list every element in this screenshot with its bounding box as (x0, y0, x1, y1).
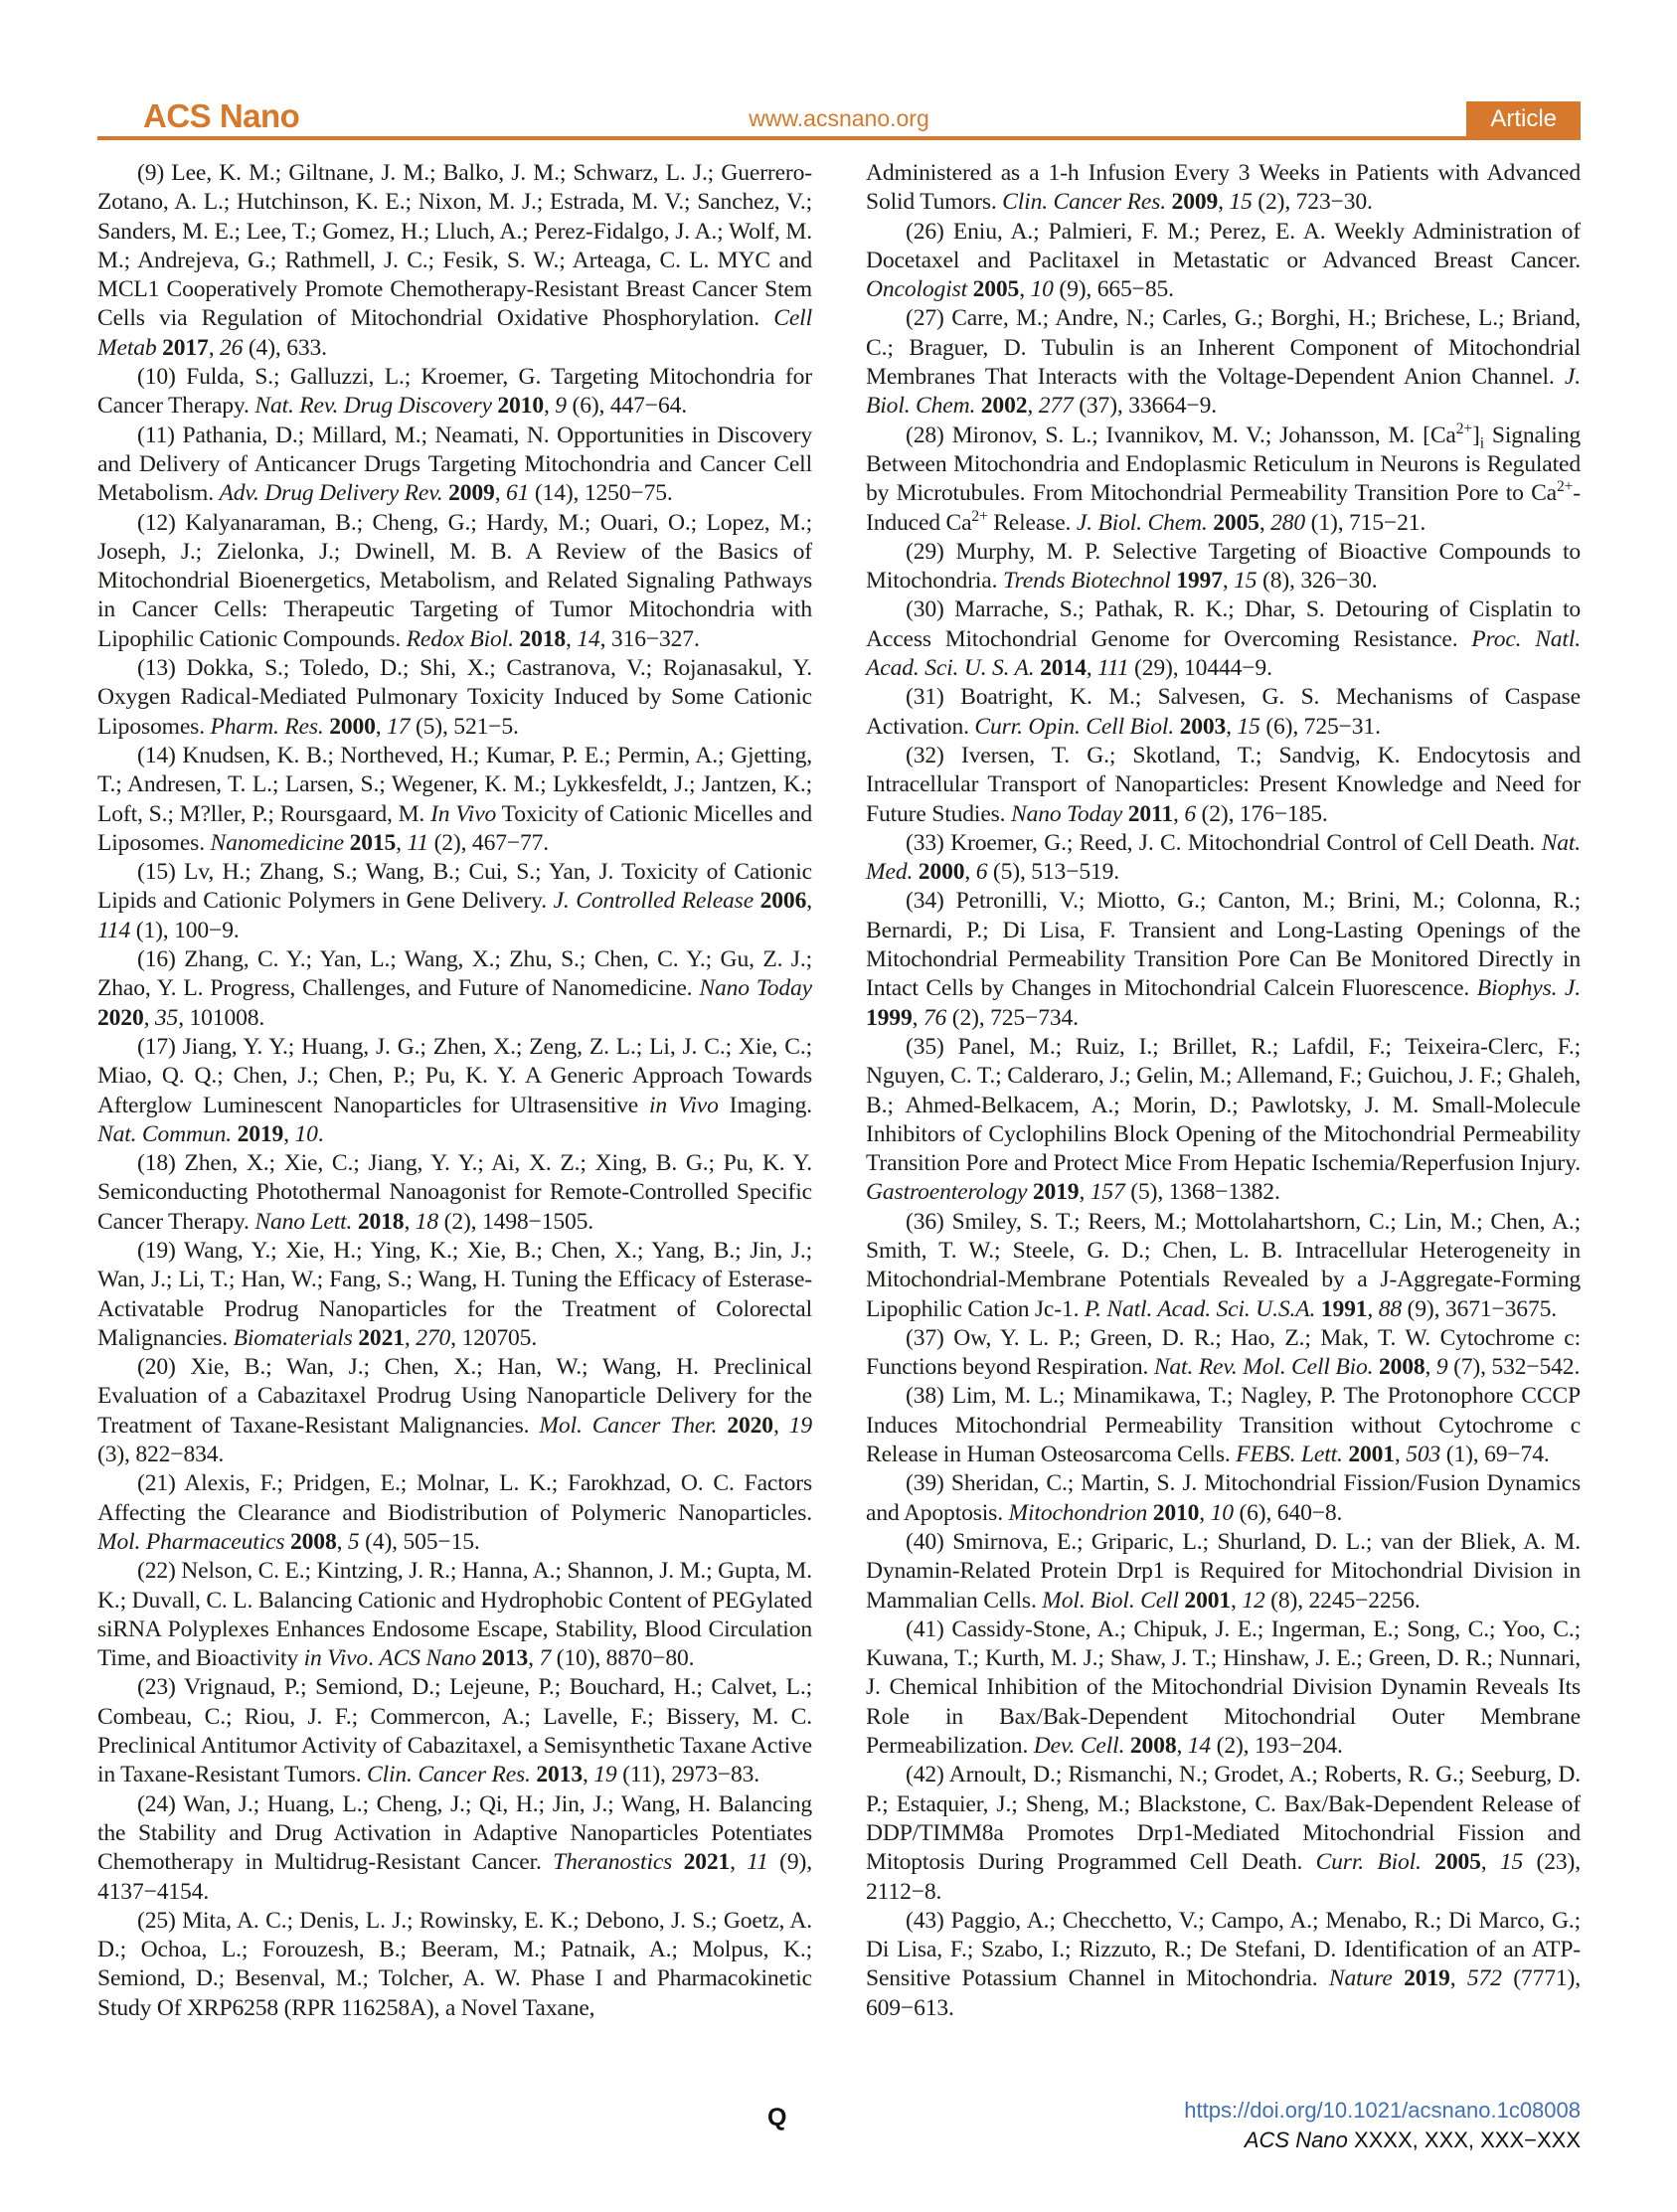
reference-text-segment: 2013 (481, 1645, 529, 1672)
reference-text-segment: (3), 822−834. (97, 1442, 225, 1468)
reference-item (866, 1382, 1581, 1469)
reference-item (97, 1469, 812, 1557)
reference-text-segment: , (912, 1004, 923, 1031)
reference-text-segment: , (806, 888, 812, 915)
reference-text-segment: 14 (1187, 1733, 1212, 1760)
article-type-badge: Article (1466, 101, 1581, 136)
reference-item (866, 683, 1581, 742)
reference-text-segment: , (1480, 1849, 1500, 1876)
reference-text-segment: J. Biol. Chem. (866, 364, 1581, 420)
reference-item (97, 654, 812, 742)
reference-text-segment: , (1199, 1499, 1211, 1526)
reference-text-segment: , (1258, 509, 1271, 536)
references-column-left (97, 159, 812, 2063)
reference-item (866, 1616, 1581, 1761)
reference-text-segment: (12) Kalyanaraman, B.; Cheng, G.; Hardy, M.; Ouari, O.; Lopez, M.; Joseph, J.; Zielonka, J.; Dwinell, M. B. A Review of the Basics of Mitochondrial Bioenergetics, Metabolism, and Related Signaling Pathways in Cancer Cells: Therapeutic Targeting of Tumor Mitochondria with Lipophilic Cationic Compounds. (97, 509, 812, 652)
reference-text-segment: Nat. Rev. Drug Discovery (254, 393, 492, 420)
reference-text-segment (717, 1413, 727, 1439)
reference-text-segment: , (1218, 189, 1230, 216)
reference-text-segment: (27) Carre, M.; Andre, N.; Carles, G.; Borghi, H.; Brichese, L.; Briand, C.; Braguer, D. Tubulin is an Inherent Component of Mitochondrial Membranes That Interacts with the Voltage-Dependent Anion Channel. (866, 305, 1581, 391)
reference-text-segment: 7 (539, 1645, 552, 1672)
reference-text-segment: (22) Nelson, C. E.; Kintzing, J. R.; Hanna, A.; Shannon, J. M.; Gupta, M. K.; Duvall, C. L. Balancing Cationic and Hydrophobic Content of PEGylated siRNA Polyplexes Enhances Endosome Escape, Stability, Blood Circulation Time, and Bioactivity (97, 1558, 812, 1672)
reference-text-segment: , (566, 625, 578, 652)
reference-text-segment: 2011 (1127, 800, 1173, 827)
reference-text-segment: , (1086, 655, 1098, 682)
reference-text-segment: 14 (577, 625, 600, 652)
reference-item (866, 596, 1581, 683)
reference-text-segment: (33) Kroemer, G.; Reed, J. C. Mitochondrial Control of Cell Death. (906, 829, 1542, 856)
reference-text-segment: , (1222, 568, 1235, 595)
reference-text-segment: . (317, 1120, 324, 1147)
reference-text-segment: 10 (1030, 276, 1054, 303)
reference-text-segment: Nanomedicine (210, 829, 344, 856)
references-section (97, 159, 1581, 2063)
reference-text-segment: 2021 (358, 1324, 405, 1351)
reference-text-segment: (5), 1368−1382. (1124, 1179, 1280, 1206)
reference-text-segment: (5), 513−519. (987, 859, 1120, 886)
reference-text-segment: (11) Pathania, D.; Millard, M.; Neamati, N. Opportunities in Discovery and Delivery of Anticancer Drugs Targeting Mitochondria and Cancer Cell Metabolism. (97, 422, 812, 507)
reference-text-segment: (13) Dokka, S.; Toledo, D.; Shi, X.; Castranova, V.; Rojanasakul, Y. Oxygen Radical-Mediated Pulmonary Toxicity Induced by Some Cationic Liposomes. (97, 655, 812, 740)
reference-text-segment: (36) Smiley, S. T.; Reers, M.; Mottolahartshorn, C.; Lin, M.; Chen, A.; Smith, T. W.; Steele, G. D.; Chen, L. B. Intracellular Heterogeneity in Mitochondrial-Membrane Potentials Revealed by a J-Aggregate-Forming Lipophilic Cation Jc-1. (866, 1208, 1581, 1322)
reference-text-segment: 76 (922, 1004, 947, 1031)
reference-text-segment: (9), 4137−4154. (97, 1849, 812, 1905)
reference-item (866, 1528, 1581, 1616)
reference-text-segment: Imaging. (718, 1092, 812, 1118)
reference-text-segment: 114 (97, 917, 131, 943)
reference-text-segment: 2020 (727, 1412, 773, 1439)
reference-text-segment: 10 (1210, 1499, 1234, 1526)
reference-item (866, 159, 1581, 218)
reference-text-segment: 15 (1234, 568, 1258, 595)
reference-text-segment: 572 (1466, 1965, 1502, 1992)
reference-text-segment: (9), 3671−3675. (1402, 1295, 1557, 1322)
reference-item (866, 742, 1581, 829)
reference-text-segment: , 120705. (450, 1324, 538, 1351)
reference-text-segment: , (283, 1120, 295, 1147)
reference-text-segment: (18) Zhen, X.; Xie, C.; Jiang, Y. Y.; Ai, X. Z.; Xing, B. G.; Pu, K. Y. Semiconducting Photothermal Nanoagonist for Remote-Controlled Specific Cancer Therapy. (97, 1150, 812, 1235)
reference-text-segment: , (772, 1412, 789, 1439)
reference-text-segment: , (1449, 1965, 1467, 1992)
reference-text-segment: (28) Mironov, S. L.; Ivannikov, M. V.; Johansson, M. [Ca (906, 422, 1456, 448)
reference-text-segment: Adv. Drug Delivery Rev. (219, 480, 443, 507)
reference-text-segment: (2), 176−185. (1195, 800, 1328, 827)
reference-text-segment: , (404, 1324, 417, 1351)
reference-text-segment: Dev. Cell. (1033, 1733, 1125, 1760)
reference-text-segment: (39) Sheridan, C.; Martin, S. J. Mitochondrial Fission/Fusion Dynamics and Apoptosis. (866, 1470, 1581, 1526)
reference-item (97, 945, 812, 1033)
reference-text-segment: 15 (1229, 189, 1253, 216)
reference-text-segment: 2005 (1434, 1849, 1481, 1876)
reference-text-segment: 2019 (1032, 1179, 1080, 1206)
reference-text-segment: 277 (1038, 393, 1074, 420)
reference-text-segment: 26 (220, 334, 244, 361)
reference-text-segment: Biomaterials (233, 1324, 353, 1351)
reference-text-segment: 19 (788, 1412, 812, 1439)
reference-text-segment: (23), 2112−8. (866, 1849, 1581, 1905)
reference-text-segment: 2015 (349, 829, 397, 856)
reference-text-segment: (2), 193−204. (1211, 1733, 1343, 1760)
reference-text-segment: , (528, 1645, 540, 1672)
reference-text-segment: Nano Lett. (254, 1208, 353, 1235)
reference-text-segment: , (730, 1849, 748, 1876)
reference-text-segment: 6 (975, 859, 988, 886)
reference-text-segment: (26) Eniu, A.; Palmieri, F. M.; Perez, E. A. Weekly Administration of Docetaxel and Paclitaxel in Metastatic or Advanced Breast Cancer. (866, 218, 1581, 273)
reference-text-segment: 2000 (329, 713, 376, 740)
page-footer (97, 2086, 1581, 2165)
reference-text-segment: (4), 633. (243, 334, 327, 361)
reference-item (866, 422, 1581, 538)
reference-item (97, 1673, 812, 1789)
reference-text-segment: (2), 723−30. (1252, 189, 1373, 216)
reference-text-segment: (8), 326−30. (1257, 568, 1378, 595)
reference-text-segment: (5), 521−5. (410, 713, 519, 740)
page-header (97, 94, 1581, 140)
reference-text-segment: , (1231, 1587, 1243, 1614)
reference-text-segment: Oncologist (866, 276, 968, 303)
reference-text-segment: , (543, 393, 556, 420)
reference-text-segment: (9), 665−85. (1053, 276, 1174, 303)
reference-text-segment: (8), 2245−2256. (1264, 1587, 1421, 1614)
reference-item (97, 1149, 812, 1237)
reference-text-segment: 2009 (448, 480, 495, 507)
reference-text-segment: Nat. Commun. (97, 1120, 232, 1147)
reference-text-segment: 61 (506, 480, 530, 507)
reference-text-segment: , (208, 334, 220, 361)
reference-text-segment: Biophys. J. (1476, 975, 1581, 1002)
header-rule (97, 136, 1581, 140)
reference-text-segment: 157 (1090, 1179, 1125, 1206)
reference-text-segment: Release. (987, 509, 1077, 536)
reference-item (866, 829, 1581, 888)
reference-text-segment: 2005 (972, 276, 1020, 303)
reference-item (866, 1761, 1581, 1906)
citation-line (1184, 2127, 1581, 2153)
references-column-right (866, 159, 1581, 2063)
reference-text-segment: 2009 (1171, 189, 1219, 216)
reference-text-segment: 1999 (866, 1004, 913, 1031)
reference-text-segment: 111 (1097, 655, 1129, 682)
reference-text-segment: , 101008. (178, 1004, 265, 1031)
reference-text-segment: (42) Arnoult, D.; Rismanchi, N.; Grodet, A.; Roberts, R. G.; Seeburg, D. P.; Estaquier, J.; Sheng, M.; Blackstone, C. Bax/Bak-Dependent Release of DDP/TIMM8a Promotes Drp1-Mediated Mitochondrial Fission and Mitoptosis During Programmed Cell Death. (866, 1762, 1581, 1876)
reference-text-segment: 5 (347, 1528, 360, 1555)
reference-text-segment: 2008 (1129, 1733, 1177, 1760)
reference-text-segment: Nano Today (699, 975, 812, 1002)
reference-text-segment: (20) Xie, B.; Wan, J.; Chen, X.; Han, W.; Wang, H. Preclinical Evaluation of a Cabazitaxel Prodrug Using Nanoparticle Delivery for the Treatment of Taxane-Resistant Malignancies. (97, 1354, 812, 1439)
reference-text-segment: (40) Smirnova, E.; Griparic, L.; Shurland, D. L.; van der Bliek, A. M. Dynamin-Related Protein Drp1 is Required for Mitochondrial Division in Mammalian Cells. (866, 1528, 1581, 1614)
reference-text-segment: J. Biol. Chem. (1076, 509, 1208, 536)
reference-text-segment: (21) Alexis, F.; Pridgen, E.; Molnar, L. K.; Farokhzad, O. C. Factors Affecting the Clearance and Biodistribution of Polymeric Nanoparticles. (97, 1470, 812, 1526)
reference-text-segment: , (1019, 276, 1031, 303)
reference-text-segment: 280 (1270, 509, 1306, 536)
reference-text-segment: (2), 725−734. (946, 1004, 1079, 1031)
reference-item (866, 538, 1581, 596)
footer-citation-block (1184, 2098, 1581, 2153)
reference-text-segment: (7771), 609−613. (866, 1965, 1581, 2021)
reference-item (866, 304, 1581, 421)
reference-text-segment: 88 (1378, 1295, 1402, 1322)
reference-text-segment: 2006 (759, 888, 807, 915)
reference-item (97, 1907, 812, 2023)
reference-text-segment: (23) Vrignaud, P.; Semiond, D.; Lejeune, P.; Bouchard, H.; Calvet, L.; Combeau, C.; Riou, J. F.; Commercon, A.; Lavelle, F.; Bissery, M. C. Preclinical Antitumor Activity of Cabazitaxel, a Semisynthetic Taxane Active in Taxane-Resistant Tumors. (97, 1674, 812, 1788)
reference-text-segment: (2), 467−77. (428, 829, 550, 856)
reference-item (866, 887, 1581, 1032)
reference-text-segment: (6), 640−8. (1233, 1499, 1343, 1526)
reference-text-segment: (14) Knudsen, K. B.; Northeved, H.; Kumar, P. E.; Permin, A.; Gjetting, T.; Andresen, T. L.; Larsen, S.; Wegener, K. M.; Lykkesfeldt, J.; Jantzen, K.; Loft, S.; M?ller, P.; Roursgaard, M. (97, 742, 812, 827)
reference-text-segment: in Vivo (303, 1645, 369, 1672)
reference-text-segment: 2008 (290, 1528, 337, 1555)
reference-text-segment: 2021 (683, 1849, 731, 1876)
reference-text-segment: Clin. Cancer Res. (1002, 189, 1166, 216)
reference-text-segment: (14), 1250−75. (529, 480, 673, 507)
reference-text-segment: 2+ (1557, 478, 1574, 496)
reference-text-segment: ] (1472, 422, 1480, 448)
reference-text-segment: , (1079, 1179, 1090, 1206)
reference-text-segment: , (1173, 800, 1185, 827)
reference-text-segment: 2013 (536, 1762, 583, 1788)
journal-website-link[interactable]: www.acsnano.org (749, 105, 929, 131)
reference-text-segment: 2000 (918, 859, 965, 886)
reference-text-segment: 2001 (1184, 1587, 1232, 1614)
reference-text-segment: (29), 10444−9. (1128, 655, 1272, 682)
reference-text-segment: Nature (1328, 1965, 1393, 1992)
reference-text-segment: 12 (1242, 1587, 1265, 1614)
reference-text-segment: , 316−327. (599, 625, 700, 652)
reference-text-segment: In Vivo (430, 800, 497, 827)
reference-text-segment: Cell Metab (97, 305, 812, 361)
reference-text-segment: (1), 69−74. (1440, 1442, 1550, 1468)
reference-item (97, 1790, 812, 1907)
reference-item (97, 858, 812, 945)
reference-item (866, 1208, 1581, 1324)
journal-logo: ACS Nano (143, 97, 300, 134)
reference-text-segment: , (1425, 1354, 1436, 1381)
reference-text-segment: , (964, 859, 976, 886)
reference-text-segment: , (1394, 1442, 1407, 1468)
reference-text-segment: (10), 8870−80. (551, 1645, 695, 1672)
reference-text-segment: 2003 (1179, 713, 1227, 740)
reference-text-segment: (31) Boatright, K. M.; Salvesen, G. S. Mechanisms of Caspase Activation. (866, 684, 1581, 740)
reference-text-segment: ACS Nano (379, 1645, 476, 1672)
reference-text-segment: Mitochondrion (1008, 1499, 1148, 1526)
reference-text-segment: Curr. Opin. Cell Biol. (974, 713, 1175, 740)
reference-text-segment: , (1226, 713, 1238, 740)
reference-text-segment: 2010 (497, 393, 544, 420)
reference-text-segment: , (1176, 1733, 1188, 1760)
reference-text-segment: , (1027, 393, 1039, 420)
reference-text-segment: (37), 33664−9. (1073, 393, 1217, 420)
reference-text-segment: 2008 (1378, 1354, 1425, 1381)
reference-text-segment: , (494, 480, 506, 507)
reference-text-segment: , (582, 1762, 594, 1788)
reference-text-segment: (24) Wan, J.; Huang, L.; Cheng, J.; Qi, H.; Jin, J.; Wang, H. Balancing the Stability and Drug Activation in Adaptive Nanoparticles Potentiates Chemotherapy in Multidrug-Resistant Cancer. (97, 1790, 812, 1876)
reference-text-segment: , (336, 1528, 348, 1555)
reference-text-segment: 11 (407, 829, 429, 856)
reference-text-segment: , (375, 713, 388, 740)
reference-item (866, 1469, 1581, 1528)
reference-text-segment: (6), 447−64. (566, 393, 687, 420)
reference-text-segment: 2019 (1404, 1965, 1450, 1992)
reference-text-segment: (37) Ow, Y. L. P.; Green, D. R.; Hao, Z.; Mak, T. W. Cytochrome c: Functions beyond Respiration. (866, 1324, 1581, 1381)
reference-text-segment: i (1479, 434, 1484, 452)
reference-text-segment: Pharm. Res. (210, 713, 324, 740)
reference-text-segment (1393, 1965, 1404, 1991)
reference-text-segment: (11), 2973−83. (616, 1762, 760, 1788)
reference-text-segment: 270 (416, 1324, 451, 1351)
reference-text-segment: 10 (294, 1120, 318, 1147)
reference-text-segment: (35) Panel, M.; Ruiz, I.; Brillet, R.; Lafdil, F.; Teixeira-Clerc, F.; Nguyen, C. T.; Calderaro, J.; Gelin, M.; Allemand, F.; Guichou, J. F.; Ghaleh, B.; Ahmed-Belkacem, A.; Morin, D.; Pawlotsky, J. M. Small-Molecule Inhibitors of Cyclophilins Block Opening of the Mitochondrial Permeability Transition Pore and Protect Mice From Hepatic Ischemia/Reperfusion Injury. (866, 1033, 1581, 1177)
reference-text-segment: (17) Jiang, Y. Y.; Huang, J. G.; Zhen, X.; Zeng, Z. L.; Li, J. C.; Xie, C.; Miao, Q. Q.; Chen, J.; Chen, P.; Pu, K. Y. A Generic Approach Towards Afterglow Luminescent Nanoparticles for Ultrasensitive (97, 1033, 812, 1118)
reference-text-segment: -Induced Ca (866, 480, 1581, 536)
reference-text-segment: in Vivo (648, 1092, 719, 1118)
reference-text-segment: J. Controlled Release (553, 888, 755, 915)
reference-text-segment: 11 (747, 1849, 768, 1876)
reference-text-segment: 19 (593, 1762, 617, 1788)
reference-text-segment: 2+ (1455, 420, 1472, 437)
reference-text-segment (672, 1849, 683, 1875)
reference-text-segment: (19) Wang, Y.; Xie, H.; Ying, K.; Xie, B.; Chen, X.; Yang, B.; Jin, J.; Wan, J.; Li, T.; Han, W.; Fang, S.; Wang, H. Tuning the Efficacy of Esterase-Activatable Prodrug Nanoparticles for the Treatment of Colorectal Malignancies. (97, 1237, 812, 1351)
reference-text-segment: Mol. Cancer Ther. (539, 1412, 718, 1439)
reference-text-segment: Mol. Biol. Cell (1042, 1587, 1179, 1614)
reference-text-segment: 6 (1184, 800, 1196, 827)
reference-text-segment: Nat. Med. (866, 829, 1581, 886)
reference-text-segment: 2+ (971, 507, 988, 525)
reference-text-segment: 15 (1499, 1849, 1524, 1876)
reference-text-segment: , (404, 1208, 416, 1235)
reference-text-segment: (1), 100−9. (130, 917, 240, 943)
reference-item (866, 1324, 1581, 1383)
citation-journal-name: ACS Nano (1244, 2127, 1348, 2152)
reference-text-segment: 2001 (1348, 1442, 1395, 1468)
reference-text-segment: Proc. Natl. Acad. Sci. U. S. A. (866, 625, 1581, 682)
reference-text-segment: 503 (1406, 1442, 1441, 1468)
reference-text-segment: (41) Cassidy-Stone, A.; Chipuk, J. E.; Ingerman, E.; Song, C.; Yoo, C.; Kuwana, T.; Kurth, M. J.; Shaw, J. T.; Hinshaw, J. E.; Green, D. R.; Nunnari, J. Chemical Inhibition of the Mitochondrial Division Dynamin Reveals Its Role in Bax/Bak-Dependent Mitochondrial Outer Membrane Permeabilization. (866, 1616, 1581, 1760)
reference-item (866, 1033, 1581, 1208)
reference-text-segment: (25) Mita, A. C.; Denis, L. J.; Rowinsky, E. K.; Debono, J. S.; Goetz, A. D.; Ochoa, L.; Forouzesh, B.; Beeram, M.; Patnaik, A.; Molpus, K.; Semiond, D.; Besenval, M.; Tolcher, A. W. Phase I and Pharmacokinetic Study Of XRP6258 (RPR 116258A), a Novel Taxane, (97, 1907, 812, 2021)
reference-text-segment: , (143, 1004, 155, 1031)
reference-text-segment: 18 (415, 1208, 439, 1235)
reference-text-segment: 2018 (519, 625, 567, 652)
reference-item (97, 742, 812, 858)
reference-text-segment: (10) Fulda, S.; Galluzzi, L.; Kroemer, G. Targeting Mitochondria for Cancer Therapy. (97, 364, 812, 420)
reference-text-segment: 2014 (1040, 655, 1087, 682)
reference-item (97, 1033, 812, 1149)
reference-text-segment: , (396, 829, 408, 856)
reference-text-segment: Curr. Biol. (1315, 1849, 1422, 1876)
reference-text-segment (1422, 1849, 1434, 1875)
reference-text-segment: . (368, 1645, 380, 1672)
reference-text-segment: (43) Paggio, A.; Checchetto, V.; Campo, A.; Menabo, R.; Di Marco, G.; Di Lisa, F.; Szabo, I.; Rizzuto, R.; De Stefani, D. Identification of an ATP-Sensitive Potassium Channel in Mitochondria. (866, 1907, 1581, 1992)
reference-text-segment: 1997 (1176, 568, 1223, 595)
reference-text-segment: 2002 (980, 393, 1028, 420)
reference-item (97, 422, 812, 509)
reference-text-segment: (1), 715−21. (1305, 509, 1426, 536)
reference-text-segment: 9 (555, 393, 567, 420)
reference-text-segment: (29) Murphy, M. P. Selective Targeting of Bioactive Compounds to Mitochondria. (866, 538, 1581, 595)
reference-text-segment: Administered as a 1-h Infusion Every 3 Weeks in Patients with Advanced Solid Tumors. (866, 160, 1581, 216)
reference-text-segment: 2018 (357, 1208, 405, 1235)
reference-text-segment: (15) Lv, H.; Zhang, S.; Wang, B.; Cui, S.; Yan, J. Toxicity of Cationic Lipids and Cationic Polymers in Gene Delivery. (97, 859, 812, 915)
page-letter: Q (767, 2104, 787, 2131)
reference-text-segment: Redox Biol. (406, 625, 514, 652)
reference-text-segment: Toxicity of Cationic Micelles and Liposomes. (97, 800, 812, 856)
reference-text-segment: 9 (1435, 1354, 1448, 1381)
reference-text-segment: 2017 (162, 334, 209, 361)
reference-text-segment: 1991 (1320, 1295, 1368, 1322)
reference-item (97, 509, 812, 654)
reference-text-segment: (34) Petronilli, V.; Miotto, G.; Canton, M.; Brini, M.; Colonna, R.; Bernardi, P.; Di Lisa, F. Transient and Long-Lasting Openings of the Mitochondrial Permeability Transition Pore Can Be Monitored Directly in Intact Cells by Changes in Mitochondrial Calcein Fluorescence. (866, 888, 1581, 1002)
reference-text-segment: Trends Biotechnol (1002, 568, 1171, 595)
reference-text-segment: (16) Zhang, C. Y.; Yan, L.; Wang, X.; Zhu, S.; Chen, C. Y.; Gu, Z. J.; Zhao, Y. L. Progress, Challenges, and Future of Nanomedicine. (97, 946, 812, 1002)
reference-text-segment: (6), 725−31. (1259, 713, 1381, 740)
reference-text-segment: P. Natl. Acad. Sci. U.S.A. (1084, 1295, 1316, 1322)
reference-text-segment: FEBS. Lett. (1236, 1442, 1343, 1468)
reference-text-segment: 15 (1237, 713, 1260, 740)
reference-text-segment: Signaling Between Mitochondria and Endoplasmic Reticulum in Neurons is Regulated by Microtubules. From Mitochondrial Permeability Transition Pore to Ca (866, 422, 1581, 507)
doi-link[interactable]: https://doi.org/10.1021/acsnano.1c08008 (1184, 2098, 1581, 2123)
reference-item (866, 218, 1581, 305)
reference-item (97, 159, 812, 363)
reference-text-segment: 2019 (237, 1120, 284, 1147)
reference-text-segment: Theranostics (553, 1849, 673, 1876)
reference-text-segment (754, 888, 760, 914)
reference-text-segment: 35 (154, 1004, 179, 1031)
reference-text-segment: (7), 532−542. (1447, 1354, 1581, 1381)
reference-text-segment: Nat. Rev. Mol. Cell Bio. (1153, 1354, 1374, 1381)
reference-text-segment: Gastroenterology (866, 1179, 1028, 1206)
reference-text-segment: (38) Lim, M. L.; Minamikawa, T.; Nagley, P. The Protonophore CCCP Induces Mitochondrial Permeability Transition without Cytochrome c Release in Human Osteosarcoma Cells. (866, 1383, 1581, 1468)
reference-text-segment: (9) Lee, K. M.; Giltnane, J. M.; Balko, J. M.; Schwarz, L. J.; Guerrero-Zotano, A. L.; Hutchinson, K. E.; Nixon, M. J.; Estrada, M. V.; Sanchez, V.; Sanders, M. E.; Lee, T.; Gomez, H.; Lluch, A.; Perez-Fidalgo, J. A.; Wolf, M. M.; Andrejeva, G.; Rathmell, J. C.; Fesik, S. W.; Arteaga, C. L. MYC and MCL1 Cooperatively Promote Chemotherapy-Resistant Breast Cancer Stem Cells via Regulation of Mitochondrial Oxidative Phosphorylation. (97, 160, 812, 332)
reference-item (97, 1557, 812, 1673)
reference-text-segment: , (1367, 1295, 1379, 1322)
reference-text-segment: (2), 1498−1505. (438, 1208, 594, 1235)
reference-item (97, 363, 812, 422)
reference-text-segment: 2005 (1213, 509, 1259, 536)
reference-text-segment: 17 (387, 713, 411, 740)
reference-text-segment: Clin. Cancer Res. (367, 1762, 531, 1788)
reference-item (97, 1353, 812, 1469)
citation-pages: XXXX, XXX, XXX−XXX (1347, 2127, 1581, 2152)
reference-text-segment: (4), 505−15. (359, 1528, 480, 1555)
reference-text-segment: 2020 (97, 1004, 144, 1031)
reference-text-segment: (32) Iversen, T. G.; Skotland, T.; Sandvig, K. Endocytosis and Intracellular Transport of Nanoparticles: Present Knowledge and Need for Future Studies. (866, 742, 1581, 827)
reference-item (866, 1907, 1581, 2023)
reference-item (97, 1237, 812, 1353)
reference-text-segment: Mol. Pharmaceutics (97, 1528, 285, 1555)
reference-text-segment: Nano Today (1010, 800, 1123, 827)
reference-text-segment: (30) Marrache, S.; Pathak, R. K.; Dhar, S. Detouring of Cisplatin to Access Mitochondrial Genome for Overcoming Resistance. (866, 596, 1581, 652)
reference-text-segment: 2010 (1152, 1499, 1200, 1526)
